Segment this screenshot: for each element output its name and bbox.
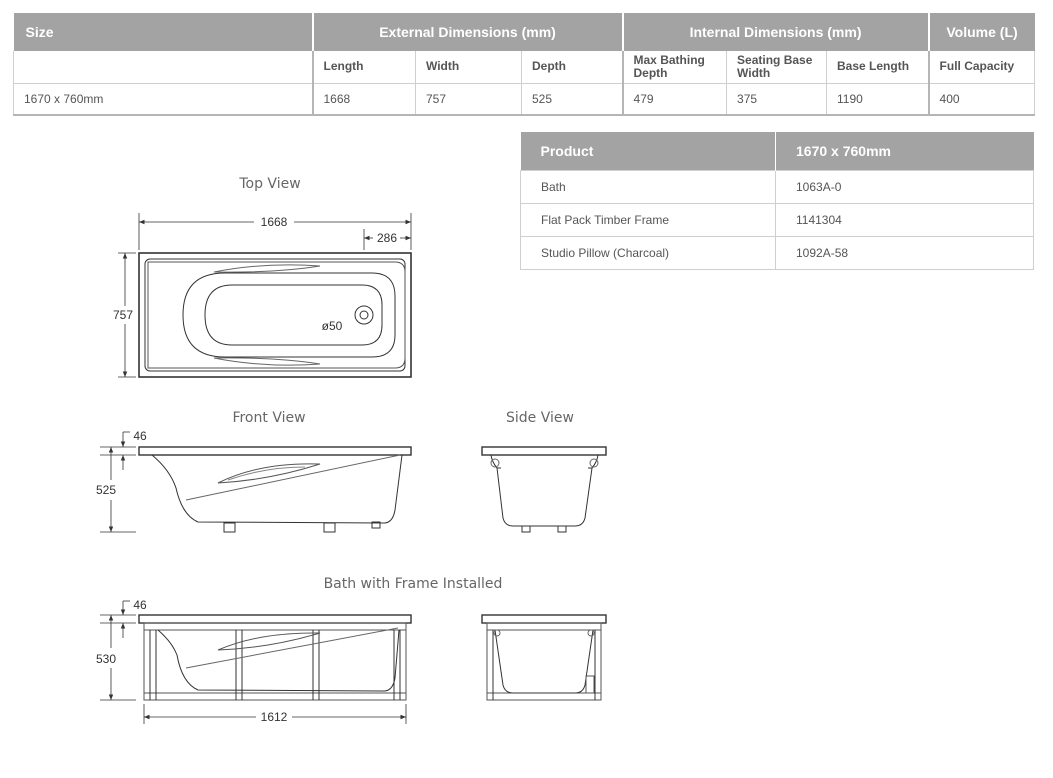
product-code: 1063A-0 [776,170,1034,203]
value-width: 757 [416,83,522,115]
external-dimensions-header: External Dimensions (mm) [313,13,623,51]
value-full-capacity: 400 [929,83,1035,115]
subheader-base-length: Base Length [827,51,929,83]
subheader-width: Width [416,51,522,83]
waste-diameter-label: ø50 [321,319,343,333]
product-code: 1141304 [776,203,1034,236]
front-rim-label: 46 [133,429,147,443]
front-view-drawing [100,432,411,532]
product-name: Bath [521,170,776,203]
value-max-bathing-depth: 479 [623,83,727,115]
value-base-length: 1190 [827,83,929,115]
volume-header: Volume (L) [929,13,1035,51]
frame-rim-label: 46 [133,598,147,612]
product-code: 1092A-58 [776,236,1034,269]
product-name: Flat Pack Timber Frame [521,203,776,236]
frame-front-drawing [100,601,411,724]
front-view-title: Front View [232,410,306,426]
subheader-depth: Depth [522,51,623,83]
frame-side-drawing [482,615,606,700]
top-view-drawing [118,213,411,377]
subheader-full-capacity: Full Capacity [929,51,1035,83]
subheader-length: Length [313,51,416,83]
internal-dimensions-header: Internal Dimensions (mm) [623,13,929,51]
frame-view-title: Bath with Frame Installed [323,576,503,592]
top-length-label: 1668 [260,215,288,229]
product-size-header: 1670 x 760mm [776,132,1034,170]
top-view-title: Top View [239,176,301,192]
value-seating-base-width: 375 [727,83,827,115]
frame-height-label: 530 [95,652,117,666]
value-length: 1668 [313,83,416,115]
front-height-label: 525 [95,483,117,497]
subheader-seating-base-width: Seating Base Width [727,51,827,83]
value-size: 1670 x 760mm [14,83,313,115]
frame-length-label: 1612 [260,710,288,724]
side-view-title: Side View [506,410,574,426]
size-header: Size [14,13,313,51]
product-name: Studio Pillow (Charcoal) [521,236,776,269]
side-view-drawing [482,447,606,532]
product-header: Product [521,132,776,170]
waste-offset-label: 286 [376,231,398,245]
subheader-max-bathing-depth: Max Bathing Depth [623,51,727,83]
top-width-label: 757 [112,308,134,322]
value-depth: 525 [522,83,623,115]
